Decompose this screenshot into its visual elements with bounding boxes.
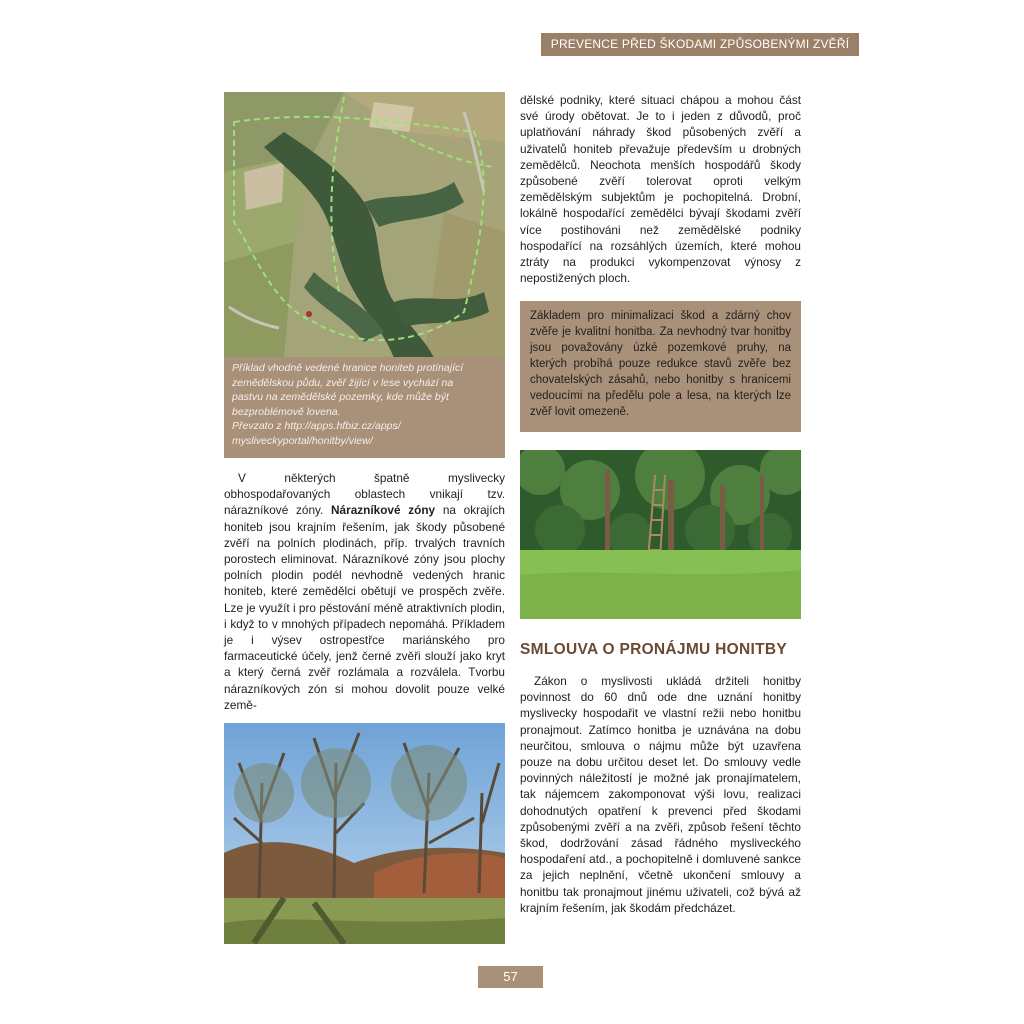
hunting-stand-photo: [520, 450, 801, 619]
park-trees-photo: [224, 723, 505, 944]
bold-term: Nárazníkové zóny: [331, 503, 436, 518]
highlight-text: Základem pro minimalizaci škod a zdárný chov zvěře je kvalitní honitba. Za nevhodný tvar honitby jsou považovány úzké pozemkové pruhy, na kterých probíhá pouze redukce stavů zvěře bez chovatelských zásahů, nebo honitby s hranicemi vedoucími na předělu pole a lesa, na kterých lze zvěř lovit omezeně.: [530, 310, 791, 418]
caption-line: bezproblémově lovena.: [232, 405, 341, 418]
paragraph: Zákon o myslivosti ukládá držiteli honitby povinnost do 60 dnů ode dne uznání honitby myslivecky hospodařit ve vlastní režii nebo honitbu pronajmout. Zatímco honitba je uznávána na dobu neurčitou, smlouva o nájmu může být uzavřena pouze na dobu určitou deset let. Do smlouvy vedle povinných náležitostí je možné jak pronajímatelem, tak nájemcem zakomponovat výši lovu, realizaci dohodnutých opatření k prevenci před škodami způsobenými zvěří a na zvěři, způsob řešení těchto škod, dodržování zásad řádného mysliveckého hospodaření atd., a pochopitelně i domluvené sankce za jejich neplnění, včetně ukončení smlouvy a honitbu tak pronajmout jinému uživateli, což bývá až krajním řešením, jak škodám předcházet.: [520, 674, 801, 915]
text-span: na okrajích honiteb jsou krajním řešením, jak škody působené zvěří na polních plodinách, příp. trvalých travních porostech eliminovat. Nárazníkové zóny jsou plochy polních plodin podél nevhodně vedených hranic honiteb, které zemědělci obětují ve prospěch zvěře. Lze je využít i pro pěstování méně atraktivních plodin, i když to v mnohých případech nepomáhá. Příkladem je i výsev ostropestřce mariánského pro farmaceutické účely, jenž černé zvěři slouží jako kryt a který černá zvěř rozlámala a rozválela. Tvorbu nárazníkových zón si mohou dovolit pouze velké země-: [224, 503, 505, 712]
meadow-illustration: [520, 450, 801, 619]
paragraph: [224, 470, 505, 713]
text-span: V některých špatně myslivecky obhospodařovaných oblastech vnikají tzv. nárazníkové zóny.: [224, 471, 505, 518]
map-illustration: [224, 92, 505, 358]
caption-line: Převzato z http://apps.hfbiz.cz/apps/: [232, 420, 401, 432]
left-column-text: [224, 470, 505, 713]
caption-line: Příklad vhodně vedené hranice honiteb protínající: [232, 362, 464, 374]
caption-line: zemědělskou půdu, zvěř žijící v lese vychází na: [232, 376, 454, 389]
caption-line: mysliveckyportal/honitby/view/: [232, 434, 373, 447]
right-column-text: [520, 92, 801, 286]
park-illustration: [224, 723, 505, 944]
map-caption: [224, 357, 505, 458]
highlight-box: [520, 301, 801, 432]
map-image: [224, 92, 505, 358]
page-number: 57: [478, 966, 543, 988]
caption-line: pastvu na zemědělské pozemky, kde může být: [232, 391, 449, 403]
running-header: PREVENCE PŘED ŠKODAMI ZPŮSOBENÝMI ZVĚŘÍ: [541, 33, 859, 56]
section-heading: SMLOUVA O PRONÁJMU HONITBY: [520, 641, 788, 658]
paragraph: dělské podniky, které situaci chápou a mohou část své úrody obětovat. Je to i jeden z důvodů, proč uplatňování náhrady škod působených zvěří a uživatelů honiteb převažuje především u drobných zemědělců. Neochota menších hospodářů škody způsobené zvěří tolerovat oproti velkým zemědělským subjektům je pochopitelná. Drobní, lokálně hospodařící zemědělci bývají škodami zvěří více postihováni než zemědělské podniky hospodařící na rozsáhlých územích, které mohou ztráty na produkci vykompenzovat výnosy z nepostižených ploch.: [520, 93, 801, 286]
section-body-text: [520, 673, 801, 916]
